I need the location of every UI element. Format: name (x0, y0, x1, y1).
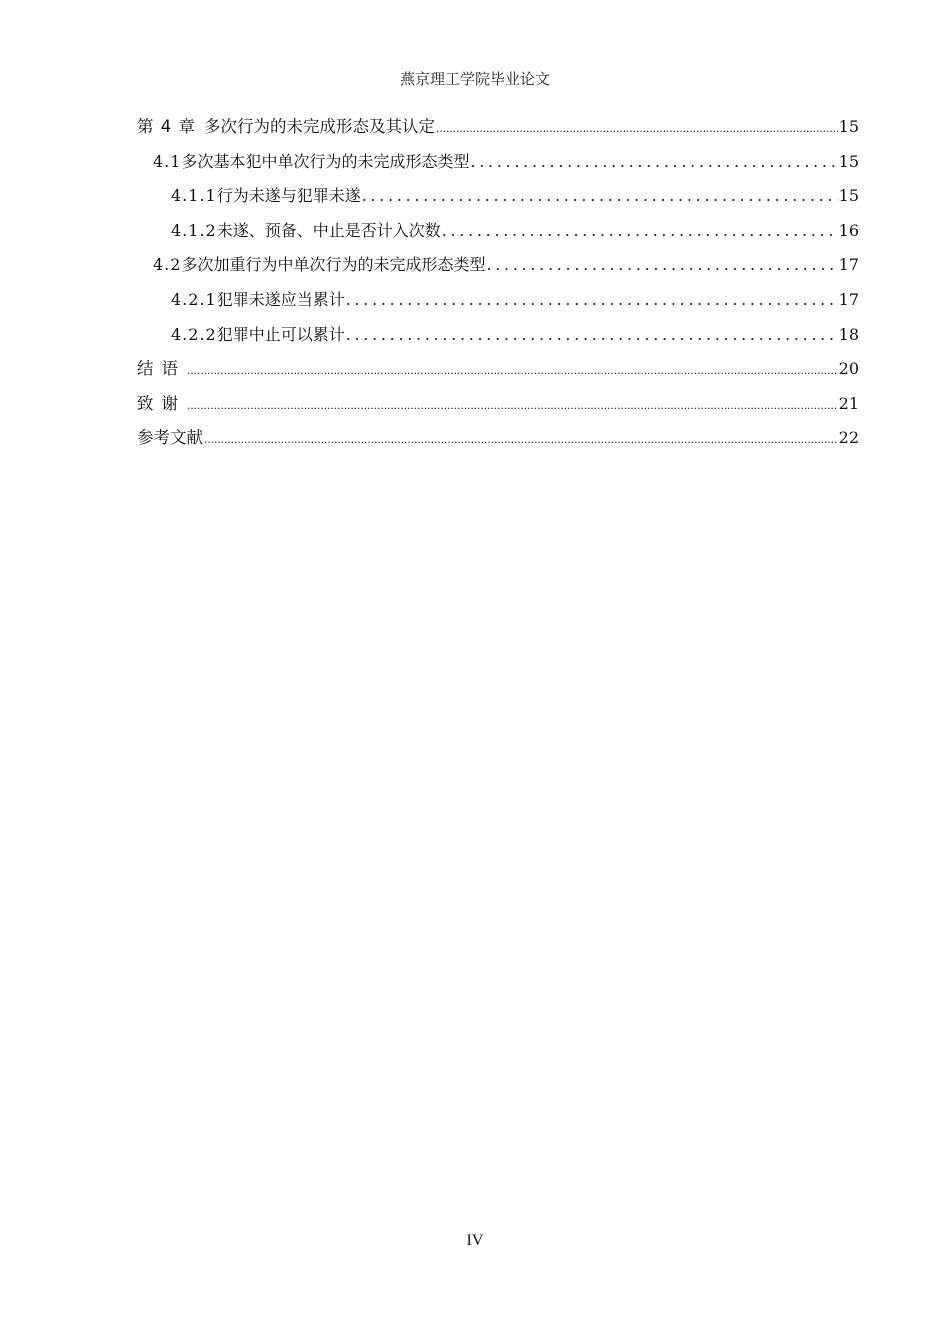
toc-entry-number: 4.1.2 (171, 220, 217, 240)
toc-dot-leader (442, 218, 838, 244)
toc-entry-title: 参考文献 (137, 428, 203, 448)
toc-dot-leader (187, 391, 838, 418)
toc-entry-title: 致谢 (137, 393, 186, 413)
toc-entry-section-4-2[interactable] (137, 252, 859, 287)
page-number: IV (466, 1232, 484, 1249)
toc-dot-leader (346, 287, 838, 313)
toc-entry-page: 22 (838, 428, 859, 448)
toc-entry-conclusion[interactable] (137, 356, 859, 391)
toc-entry-title: 犯罪中止可以累计 (216, 324, 345, 344)
toc-entry-number: 4.2.1 (171, 289, 217, 309)
toc-entry-title: 多次行为的未完成形态及其认定 (204, 117, 435, 136)
toc-dot-leader (470, 149, 837, 175)
toc-entry-title: 多次基本犯中单次行为的未完成形态类型 (181, 151, 470, 171)
page-footer (0, 1232, 950, 1250)
toc-entry-number: 4.1 (153, 151, 182, 171)
toc-entry-page: 21 (838, 393, 859, 413)
toc-entry-page: 15 (838, 117, 859, 136)
toc-entry-title: 行为未遂与犯罪未遂 (216, 186, 361, 206)
toc-dot-leader (204, 425, 838, 452)
toc-entry-number: 4.2 (153, 255, 182, 275)
toc-entry-title: 结语 (137, 359, 186, 379)
toc-dot-leader (346, 322, 838, 348)
toc-entry-number: 4.2.2 (171, 324, 217, 344)
toc-entry-page: 17 (838, 289, 859, 309)
header-title: 燕京理工学院毕业论文 (399, 70, 550, 88)
toc-entry-page: 15 (838, 151, 859, 171)
toc-entry-number: 第 4 章 (137, 117, 196, 136)
page-header (0, 68, 950, 89)
toc-entry-page: 16 (838, 220, 859, 240)
toc-entry-subsection-4-2-1[interactable] (137, 287, 859, 322)
toc-entry-subsection-4-1-2[interactable] (137, 218, 859, 253)
toc-entry-page: 17 (838, 255, 859, 275)
toc-dot-leader (362, 183, 838, 209)
toc-entry-title: 多次加重行为中单次行为的未完成形态类型 (181, 255, 486, 275)
toc-dot-leader (436, 114, 838, 141)
toc-entry-subsection-4-2-2[interactable] (137, 322, 859, 357)
toc-dot-leader (187, 356, 838, 383)
toc-entry-page: 20 (838, 359, 859, 379)
toc-entry-chapter-4[interactable] (137, 114, 859, 149)
toc-entry-page: 18 (838, 324, 859, 344)
toc-dot-leader (486, 252, 837, 278)
toc-entry-number: 4.1.1 (171, 186, 217, 206)
table-of-contents (137, 114, 859, 460)
toc-entry-title: 犯罪未遂应当累计 (216, 289, 345, 309)
toc-entry-section-4-1[interactable] (137, 149, 859, 184)
toc-entry-title: 未遂、预备、中止是否计入次数 (216, 220, 441, 240)
toc-entry-page: 15 (838, 186, 859, 206)
toc-entry-references[interactable] (137, 425, 859, 460)
toc-entry-subsection-4-1-1[interactable] (137, 183, 859, 218)
toc-entry-acknowledgements[interactable] (137, 391, 859, 426)
